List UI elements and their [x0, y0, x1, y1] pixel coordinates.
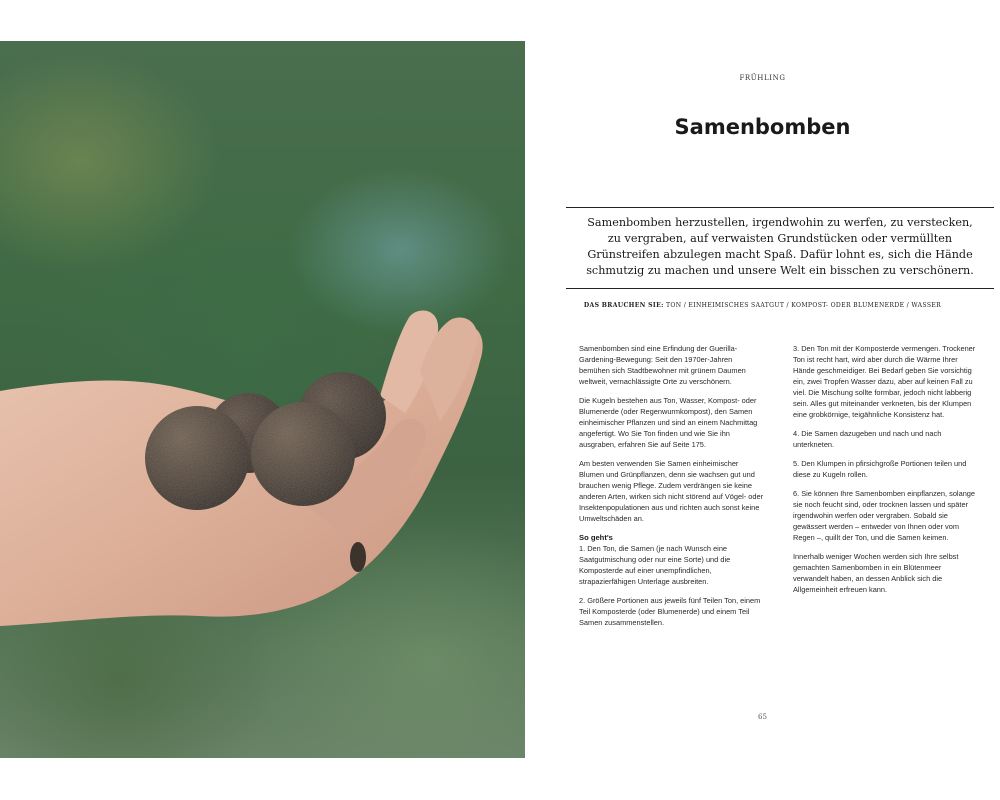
text-column-right	[793, 343, 978, 603]
hand-holding-seed-bombs-icon	[0, 41, 525, 758]
step-paragraph: 3. Den Ton mit der Komposterde vermengen. Trockener Ton ist recht hart, wird aber durch die Wärme Ihrer Hände geschmeidiger. Bei Bedarf geben Sie vorsichtig ein, zwei Tropfen Wasser dazu, aber auf keinen Fall zu viel. Die Mischung sollte formbar, jedoch nicht labberig sein. Alles gut miteinander verkneten, bis der Klumpen eine grobkörnige, teigähnliche Konsistenz hat.	[793, 344, 976, 419]
step-paragraph: 6. Sie können Ihre Samenbomben einpflanzen, solange sie noch feucht sind, oder trocknen lassen und später irgendwohin werfen oder vergraben. Sobald sie gewässert werden – entweder von Ihnen oder vom Regen –, quillt der Ton, und die Samen keimen.	[793, 489, 976, 542]
divider	[566, 288, 994, 289]
text-page	[525, 41, 1000, 758]
intro-paragraph: Samenbomben herzustellen, irgendwohin zu werfen, zu verstecken, zu vergraben, auf verwaisten Grundstücken oder vermüllten Grünstreifen abzulegen macht Spaß. Dafür lohnt es, sich die Hände schmutzig zu machen und unsere Welt ein bisschen zu verschönern.	[586, 216, 974, 277]
body-paragraph: Samenbomben sind eine Erfindung der Guerilla-Gardening-Bewegung: Seit den 1970er-Jahren bemühen sich Stadtbewohner mit grünem Daumen weltweit, vernachlässigte Orte zu verschönern.	[579, 344, 746, 386]
text-column-left	[579, 343, 764, 636]
step-paragraph: 4. Die Samen dazugeben und nach und nach unterkneten.	[793, 429, 942, 449]
materials-label: DAS BRAUCHEN SIE:	[583, 302, 664, 309]
materials-list	[525, 302, 1000, 309]
seed-bomb-photo	[0, 41, 525, 758]
step-paragraph: 2. Größere Portionen aus jeweils fünf Teilen Ton, einem Teil Komposterde (oder Blumenerde) und einem Teil Samen zusammenstellen.	[579, 596, 761, 627]
running-head: FRÜHLING	[739, 74, 786, 82]
step-paragraph: 5. Den Klumpen in pfirsichgroße Portionen teilen und diese zu Kugeln rollen.	[793, 459, 967, 479]
divider	[566, 207, 994, 208]
body-paragraph: Innerhalb weniger Wochen werden sich Ihre selbst gemachten Samenbomben in ein Blütenmeer verwandelt haben, an dessen Anblick sich die Allgemeinheit erfreuen kann.	[793, 552, 959, 594]
section-heading: So geht's	[579, 533, 613, 542]
page-number: 65	[758, 713, 767, 721]
materials-items: TON / EINHEIMISCHES SAATGUT / KOMPOST- ODER BLUMENERDE / WASSER	[666, 302, 942, 309]
step-paragraph: 1. Den Ton, die Samen (je nach Wunsch eine Saatgutmischung oder nur eine Sorte) und die Komposterde auf einer unempfindlichen, strapazierfähigen Unterlage ausbreiten.	[579, 544, 731, 586]
body-paragraph: Die Kugeln bestehen aus Ton, Wasser, Kompost- oder Blumenerde (oder Regenwurmkompost), den Samen einheimischer Pflanzen und sind an einem Nachmittag angefertigt. Wo Sie Ton finden und wie Sie ihn ausgraben, erfahren Sie auf Seite 175.	[579, 396, 758, 449]
body-paragraph: Am besten verwenden Sie Samen einheimischer Blumen und Grünpflanzen, denn sie wachsen gut und brauchen wenig Pflege. Zudem verdrängen sie keine anderen Arten, wirken sich nicht störend auf Vögel- oder Insektenpopulationen aus und richten auch sonst keine Umweltschäden an.	[579, 459, 764, 523]
page-title: Samenbomben	[674, 115, 851, 139]
ring-shape	[350, 542, 366, 572]
